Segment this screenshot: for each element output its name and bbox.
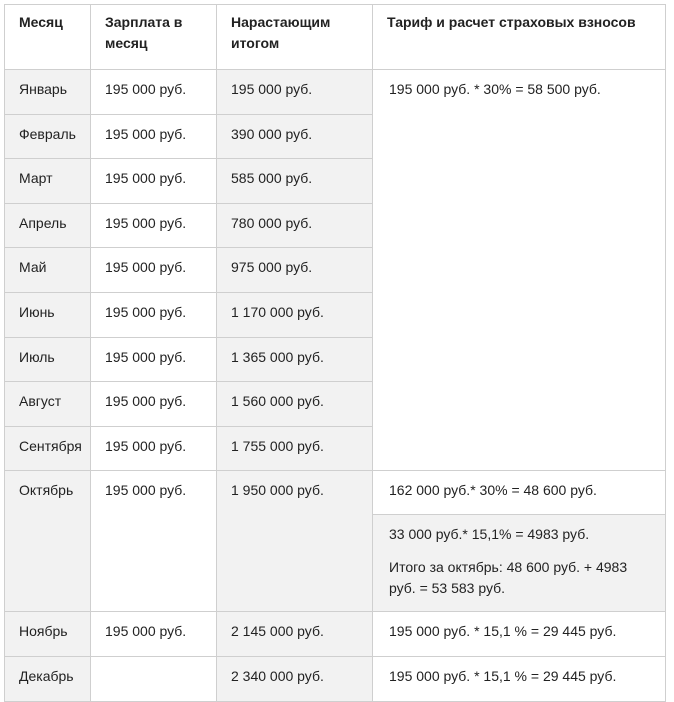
cell-cumulative: 1 365 000 руб.	[217, 337, 373, 382]
cell-month: Декабрь	[5, 656, 91, 701]
cell-month: Май	[5, 248, 91, 293]
table-row	[5, 656, 666, 701]
cell-cumulative: 975 000 руб.	[217, 248, 373, 293]
header-month: Месяц	[5, 5, 91, 70]
header-rate: Тариф и расчет страховых взносов	[373, 5, 666, 70]
cell-salary: 195 000 руб.	[91, 159, 217, 204]
cell-month: Октябрь	[5, 471, 91, 612]
cell-salary: 195 000 руб.	[91, 114, 217, 159]
october-rate-line1: 162 000 руб.* 30% = 48 600 руб.	[373, 471, 665, 515]
cell-rate-jan-sep: 195 000 руб. * 30% = 58 500 руб.	[373, 70, 666, 471]
cell-cumulative: 585 000 руб.	[217, 159, 373, 204]
cell-rate-november: 195 000 руб. * 15,1 % = 29 445 руб.	[373, 612, 666, 657]
cell-salary: 195 000 руб.	[91, 337, 217, 382]
header-cumulative: Нарастающим итогом	[217, 5, 373, 70]
october-rate-block	[373, 515, 665, 611]
cell-salary: 195 000 руб.	[91, 248, 217, 293]
cell-cumulative: 780 000 руб.	[217, 203, 373, 248]
october-rate-line2: 33 000 руб.* 15,1% = 4983 руб.	[389, 526, 590, 543]
cell-salary: 195 000 руб.	[91, 426, 217, 471]
cell-salary: 195 000 руб.	[91, 70, 217, 115]
table-row-october	[5, 471, 666, 612]
cell-salary: 195 000 руб.	[91, 612, 217, 657]
cell-month: Июль	[5, 337, 91, 382]
cell-month: Апрель	[5, 203, 91, 248]
cell-month: Январь	[5, 70, 91, 115]
cell-cumulative: 1 950 000 руб.	[217, 471, 373, 612]
cell-cumulative: 390 000 руб.	[217, 114, 373, 159]
cell-cumulative: 1 755 000 руб.	[217, 426, 373, 471]
cell-month: Ноябрь	[5, 612, 91, 657]
cell-month: Сентября	[5, 426, 91, 471]
cell-cumulative: 195 000 руб.	[217, 70, 373, 115]
cell-salary	[91, 656, 217, 701]
cell-salary: 195 000 руб.	[91, 382, 217, 427]
cell-salary: 195 000 руб.	[91, 471, 217, 612]
cell-cumulative: 2 340 000 руб.	[217, 656, 373, 701]
cell-rate-december: 195 000 руб. * 15,1 % = 29 445 руб.	[373, 656, 666, 701]
cell-month: Февраль	[5, 114, 91, 159]
table-header-row	[5, 5, 666, 70]
october-rate-total: Итого за октябрь: 48 600 руб. + 4983 руб. = 53 583 руб.	[389, 559, 628, 597]
cell-rate-october	[373, 471, 666, 612]
cell-salary: 195 000 руб.	[91, 292, 217, 337]
cell-month: Март	[5, 159, 91, 204]
cell-salary: 195 000 руб.	[91, 203, 217, 248]
header-salary: Зарплата в месяц	[91, 5, 217, 70]
cell-cumulative: 2 145 000 руб.	[217, 612, 373, 657]
cell-month: Июнь	[5, 292, 91, 337]
cell-cumulative: 1 170 000 руб.	[217, 292, 373, 337]
table-row	[5, 612, 666, 657]
cell-month: Август	[5, 382, 91, 427]
table-row	[5, 70, 666, 115]
insurance-contributions-table	[4, 4, 666, 702]
cell-cumulative: 1 560 000 руб.	[217, 382, 373, 427]
